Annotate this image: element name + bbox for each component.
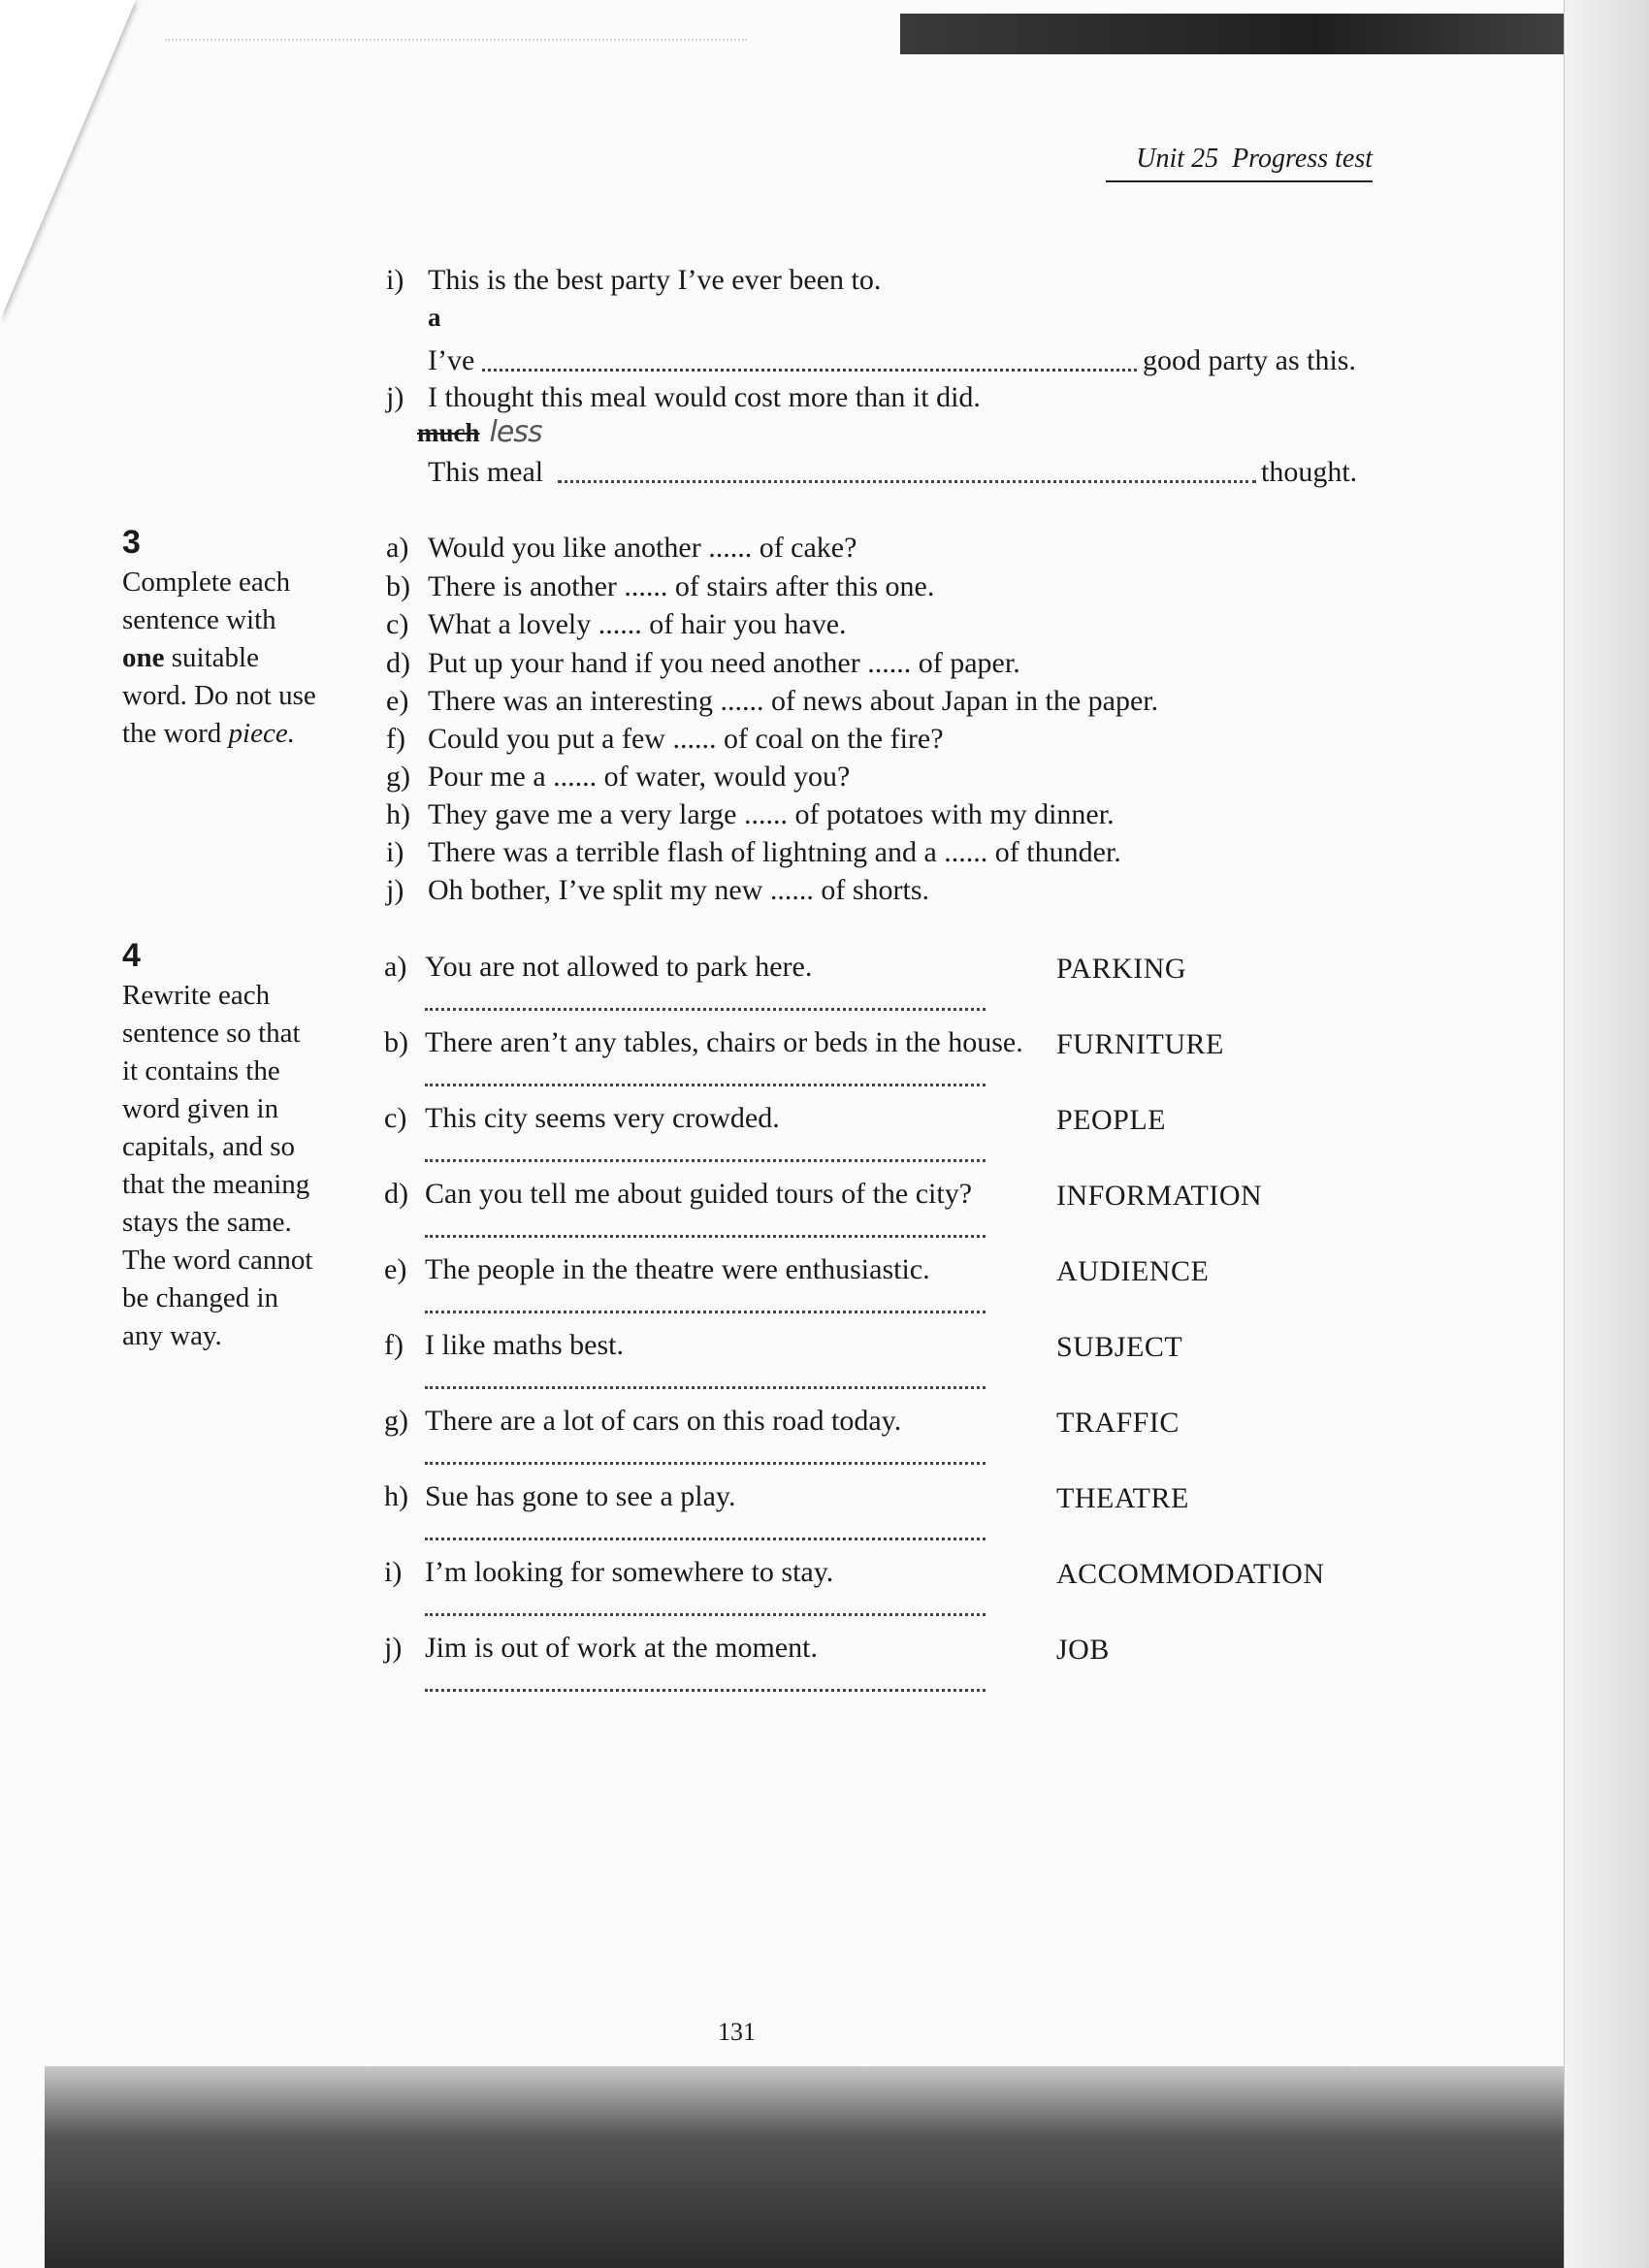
answer-start: This meal (428, 456, 544, 488)
item-sentence: You are not allowed to park here. (425, 951, 813, 983)
scan-edge-right (1564, 0, 1649, 2268)
item-letter: j) (386, 874, 404, 906)
handwritten-correction: less (489, 415, 542, 449)
instruction-line: The word cannot (122, 1245, 313, 1276)
item-letter: i) (386, 264, 404, 296)
scan-marks (165, 25, 747, 41)
instruction-line: word given in (122, 1093, 279, 1124)
instruction-line: Complete each (122, 567, 291, 598)
answer-blank[interactable] (425, 1386, 986, 1389)
running-header (1106, 144, 1373, 182)
capital-word: THEATRE (1056, 1482, 1189, 1514)
instruction-line: word. Do not use (122, 680, 316, 711)
answer-blank[interactable] (425, 1613, 986, 1616)
instruction-line: the word piece. (122, 718, 295, 749)
item-sentence: Can you tell me about guided tours of the city? (425, 1178, 973, 1210)
capital-word: PEOPLE (1056, 1104, 1167, 1136)
item-sentence: This is the best party I’ve ever been to. (428, 264, 882, 296)
instruction-line: one suitable (122, 642, 259, 673)
item-letter: h) (384, 1480, 408, 1512)
item-sentence: There was an interesting ...... of news about Japan in the paper. (428, 685, 1159, 717)
folded-corner (0, 0, 136, 320)
item-letter: j) (386, 381, 404, 413)
item-letter: i) (386, 836, 404, 868)
page-number: 131 (718, 2018, 756, 2046)
item-letter: j) (384, 1632, 403, 1664)
item-sentence: Jim is out of work at the moment. (425, 1632, 818, 1664)
unit-label: Unit 25 (1136, 144, 1219, 174)
item-letter: g) (384, 1405, 408, 1437)
instruction-line: any way. (122, 1320, 222, 1351)
item-letter: b) (384, 1026, 408, 1058)
answer-end: good party as this. (1143, 344, 1356, 376)
section-number: 3 (122, 524, 141, 561)
answer-blank[interactable] (425, 1235, 986, 1238)
answer-start: I’ve (428, 344, 475, 376)
header-title: Progress test (1232, 144, 1373, 174)
item-sentence: There is another ...... of stairs after this one. (428, 570, 935, 602)
capital-word: PARKING (1056, 953, 1187, 985)
instruction-line: sentence with (122, 604, 276, 635)
item-sentence: This city seems very crowded. (425, 1102, 780, 1134)
instruction-line: Rewrite each (122, 980, 271, 1011)
item-letter: g) (386, 761, 410, 793)
item-letter: a) (386, 532, 409, 564)
item-sentence: Sue has gone to see a play. (425, 1480, 736, 1512)
key-word-corrected (417, 415, 542, 449)
capital-word: JOB (1056, 1634, 1110, 1666)
answer-blank[interactable] (425, 1159, 986, 1162)
answer-blank[interactable] (425, 1084, 986, 1086)
item-sentence: There are a lot of cars on this road today. (425, 1405, 902, 1437)
answer-blank[interactable] (425, 1008, 986, 1011)
item-sentence: Could you put a few ...... of coal on the fire? (428, 723, 944, 755)
answer-end: thought. (1261, 456, 1358, 488)
item-letter: a) (384, 951, 407, 983)
instruction-line: it contains the (122, 1055, 280, 1086)
item-letter: d) (384, 1178, 408, 1210)
key-word: a (428, 303, 441, 332)
answer-blank[interactable] (425, 1462, 986, 1465)
item-sentence: Pour me a ...... of water, would you? (428, 761, 851, 793)
struck-key-word: much (417, 418, 480, 447)
item-letter: f) (386, 723, 405, 755)
item-sentence: They gave me a very large ...... of potatoes with my dinner. (428, 798, 1115, 830)
answer-blank[interactable] (558, 480, 1256, 483)
item-sentence: Oh bother, I’ve split my new ...... of shorts. (428, 874, 930, 906)
item-sentence: I’m looking for somewhere to stay. (425, 1556, 834, 1588)
instruction-line: stays the same. (122, 1207, 292, 1238)
instruction-line: capitals, and so (122, 1131, 295, 1162)
item-sentence: I thought this meal would cost more than it did. (428, 381, 981, 413)
item-letter: e) (386, 685, 409, 717)
instruction-line: be changed in (122, 1282, 279, 1313)
item-sentence: Put up your hand if you need another ...... of paper. (428, 647, 1020, 679)
item-sentence: Would you like another ...... of cake? (428, 532, 857, 564)
item-sentence: There aren’t any tables, chairs or beds in the house. (425, 1026, 1023, 1058)
capital-word: AUDIENCE (1056, 1255, 1210, 1287)
item-letter: h) (386, 798, 410, 830)
item-letter: b) (386, 570, 410, 602)
capital-word: TRAFFIC (1056, 1407, 1180, 1439)
item-letter: i) (384, 1556, 403, 1588)
answer-blank[interactable] (425, 1689, 986, 1692)
answer-blank[interactable] (482, 369, 1137, 372)
item-sentence: The people in the theatre were enthusiastic. (425, 1253, 930, 1285)
instruction-line: sentence so that (122, 1018, 301, 1049)
scan-shadow-bottom (45, 2066, 1564, 2268)
item-letter: e) (384, 1253, 407, 1285)
capital-word: ACCOMMODATION (1056, 1558, 1325, 1590)
capital-word: FURNITURE (1056, 1028, 1224, 1060)
instruction-line: that the meaning (122, 1169, 310, 1200)
capital-word: SUBJECT (1056, 1331, 1183, 1363)
answer-blank[interactable] (425, 1538, 986, 1540)
item-sentence: What a lovely ...... of hair you have. (428, 608, 847, 640)
section-3-instructions (122, 524, 355, 753)
section-number: 4 (122, 937, 141, 974)
item-letter: c) (386, 608, 409, 640)
item-letter: d) (386, 647, 410, 679)
item-letter: c) (384, 1102, 407, 1134)
item-letter: f) (384, 1329, 404, 1361)
answer-blank[interactable] (425, 1311, 986, 1313)
section-4-instructions (122, 937, 355, 1355)
item-sentence: I like maths best. (425, 1329, 624, 1361)
capital-word: INFORMATION (1056, 1180, 1263, 1212)
scan-shadow-top (900, 14, 1591, 54)
item-sentence: There was a terrible flash of lightning and a ...... of thunder. (428, 836, 1121, 868)
